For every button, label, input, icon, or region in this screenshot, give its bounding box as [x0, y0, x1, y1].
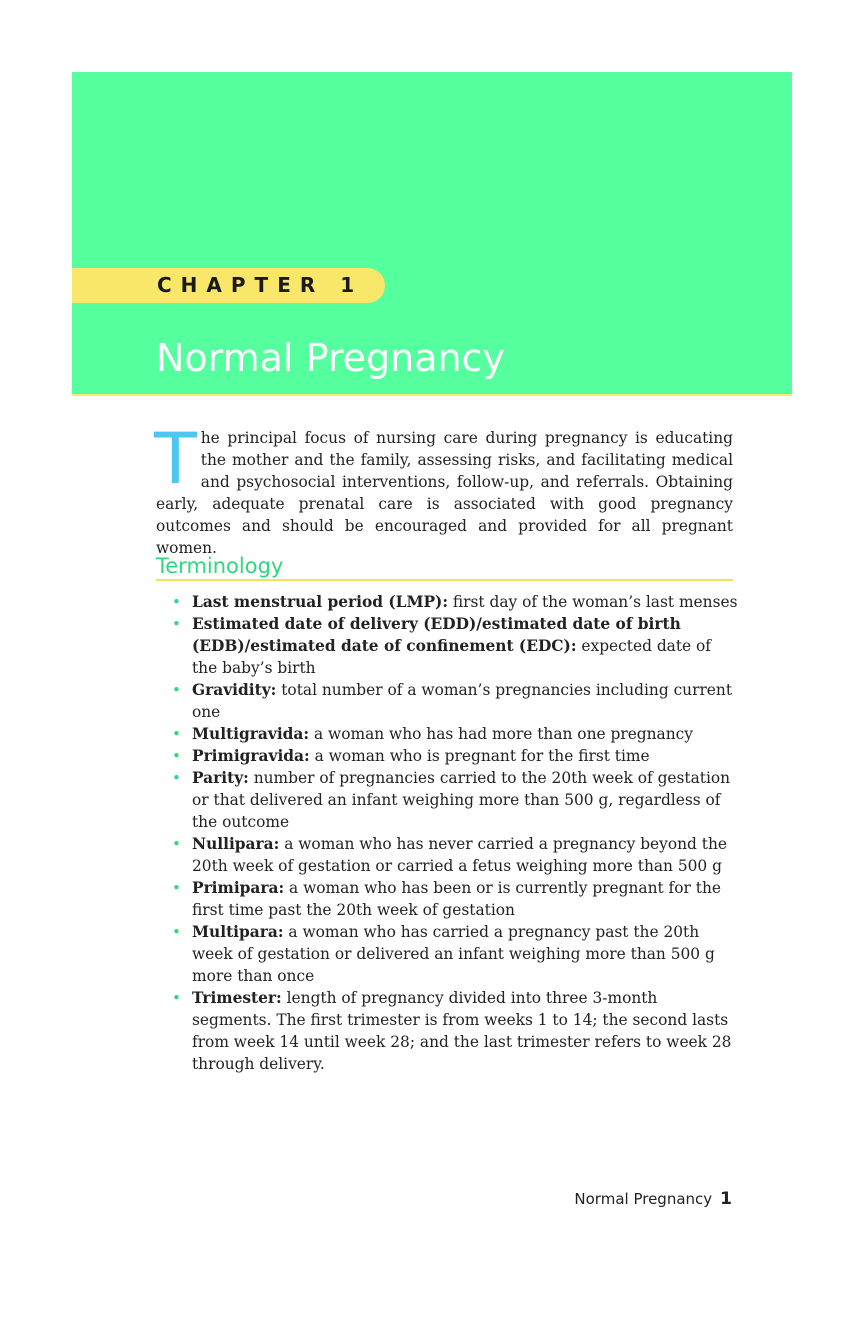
running-title: Normal Pregnancy: [574, 1190, 713, 1208]
term-definition: length of pregnancy divided into three 3-month segments. The first trimester is from weeks 1 to 14; the second lasts from week 14 until week 28; and the last trimester refers to week 28 through delivery.: [192, 989, 732, 1073]
section-heading: Terminology: [156, 554, 284, 578]
term-name: Primigravida:: [192, 747, 310, 765]
term-definition: a woman who has carried a pregnancy past the 20th week of gestation or delivered an infant weighing more than 500 g more than once: [192, 923, 715, 985]
term-name: Trimester:: [192, 989, 282, 1007]
intro-paragraph: [154, 418, 733, 559]
term-name: Multigravida:: [192, 725, 310, 743]
term-definition: a woman who has had more than one pregnancy: [309, 725, 693, 743]
page-footer: [574, 1187, 732, 1211]
term-list-item: [172, 679, 740, 723]
term-list-item: [172, 723, 740, 745]
bullet-icon: •: [172, 769, 181, 787]
term-definition: a woman who is pregnant for the first time: [309, 747, 650, 765]
term-definition: a woman who has never carried a pregnancy beyond the 20th week of gestation or carried a fetus weighing more than 500 g: [192, 835, 727, 875]
bullet-icon: •: [172, 747, 181, 765]
bullet-icon: •: [172, 989, 181, 1007]
term-list-item: [172, 921, 740, 987]
chapter-title: Normal Pregnancy: [156, 336, 505, 380]
intro-text: he principal focus of nursing care during pregnancy is educating the mother and the family, assessing risks, and facilitating medical and psychosocial interventions, follow-up, and referrals. Obtaining early, adequate prenatal care is associated with good pregnancy outcomes and should be encouraged and provided for all pregnant women.: [156, 429, 733, 557]
term-list-item: [172, 613, 740, 679]
term-name: Last menstrual period (LMP):: [192, 593, 449, 611]
bullet-icon: •: [172, 681, 181, 699]
term-definition: number of pregnancies carried to the 20th week of gestation or that delivered an infant weighing more than 500 g, regardless of the outcome: [192, 769, 731, 831]
term-list-item: [172, 591, 740, 613]
term-list-item: [172, 767, 740, 833]
bullet-icon: •: [172, 923, 181, 941]
bullet-icon: •: [172, 593, 181, 611]
bullet-icon: •: [172, 725, 181, 743]
banner-rule: [72, 394, 792, 396]
term-definition: first day of the woman’s last menses: [448, 593, 738, 611]
term-list-item: [172, 877, 740, 921]
drop-cap: T: [154, 418, 197, 500]
term-name: Primipara:: [192, 879, 285, 897]
term-name: Multipara:: [192, 923, 284, 941]
term-name: Gravidity:: [192, 681, 277, 699]
term-definition: expected date of the baby’s birth: [192, 637, 711, 677]
bullet-icon: •: [172, 835, 181, 853]
term-list-item: [172, 833, 740, 877]
section-rule: [156, 579, 733, 581]
term-list-item: [172, 745, 740, 767]
term-definition: a woman who has been or is currently pregnant for the first time past the 20th week of gestation: [192, 879, 721, 919]
term-name: Parity:: [192, 769, 249, 787]
bullet-icon: •: [172, 879, 181, 897]
term-list-item: [172, 987, 740, 1075]
chapter-label: CHAPTER 1: [157, 273, 364, 297]
page-number: 1: [720, 1189, 732, 1209]
term-definition: total number of a woman’s pregnancies including current one: [192, 681, 733, 721]
bullet-icon: •: [172, 615, 181, 633]
term-name: Estimated date of delivery (EDD)/estimated date of birth (EDB)/estimated date of confinement (EDC):: [192, 615, 681, 655]
term-name: Nullipara:: [192, 835, 280, 853]
terminology-list: [172, 591, 740, 1075]
